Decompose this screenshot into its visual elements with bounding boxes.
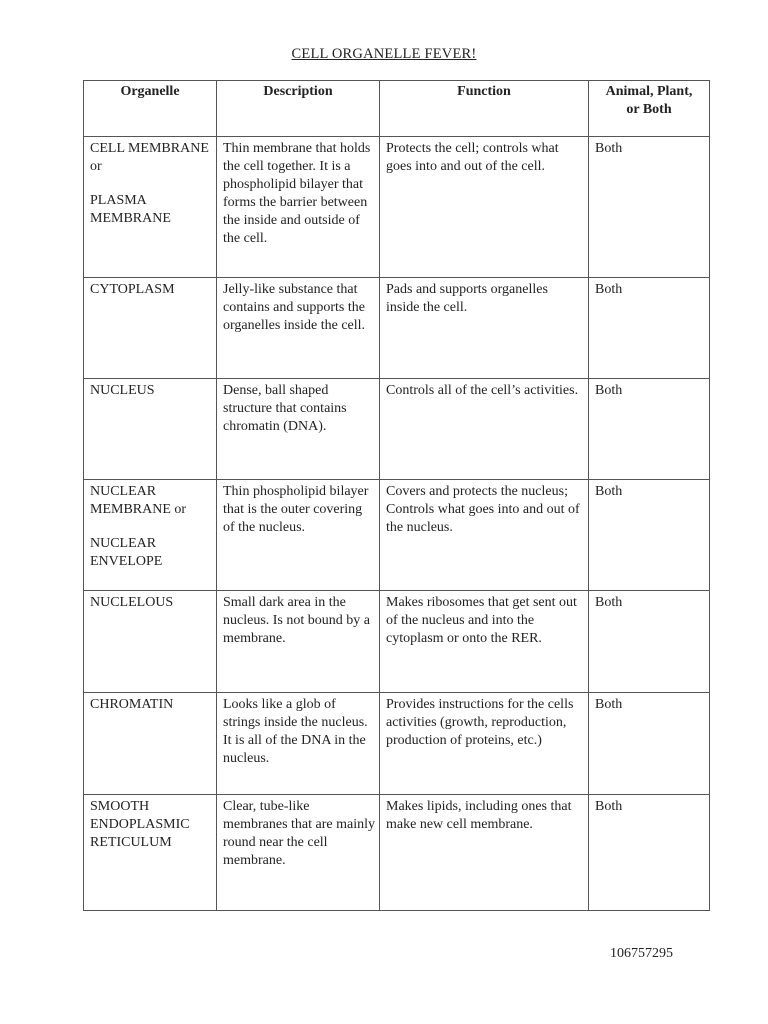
organelle-cell <box>84 278 217 379</box>
description-cell: Thin membrane that holds the cell together. It is a phospholipid bilayer that forms the barrier between the inside and outside of the cell. <box>217 137 380 278</box>
type-cell: Both <box>589 137 710 278</box>
organelle-cell <box>84 693 217 795</box>
type-cell: Both <box>589 278 710 379</box>
header-function: Function <box>380 81 589 137</box>
function-cell: Covers and protects the nucleus; Controls what goes into and out of the nucleus. <box>380 480 589 591</box>
table-row <box>84 795 710 911</box>
function-cell: Pads and supports organelles inside the cell. <box>380 278 589 379</box>
function-cell: Makes ribosomes that get sent out of the nucleus and into the cytoplasm or onto the RER. <box>380 591 589 693</box>
header-description: Description <box>217 81 380 137</box>
document-title: CELL ORGANELLE FEVER! <box>291 46 477 62</box>
table-row <box>84 379 710 480</box>
function-cell: Controls all of the cell’s activities. <box>380 379 589 480</box>
description-cell: Thin phospholipid bilayer that is the outer covering of the nucleus. <box>217 480 380 591</box>
function-cell: Provides instructions for the cells activities (growth, reproduction, production of proteins, etc.) <box>380 693 589 795</box>
organelle-cell <box>84 795 217 911</box>
organelle-name: CHROMATIN <box>90 697 174 712</box>
description-cell: Small dark area in the nucleus. Is not bound by a membrane. <box>217 591 380 693</box>
type-cell: Both <box>589 480 710 591</box>
organelle-cell <box>84 137 217 278</box>
type-cell: Both <box>589 591 710 693</box>
organelle-name: SMOOTH ENDOPLASMIC RETICULUM <box>90 799 190 850</box>
description-cell: Jelly-like substance that contains and supports the organelles inside the cell. <box>217 278 380 379</box>
organelle-cell <box>84 379 217 480</box>
function-cell: Protects the cell; controls what goes into and out of the cell. <box>380 137 589 278</box>
function-cell: Makes lipids, including ones that make new cell membrane. <box>380 795 589 911</box>
description-cell: Clear, tube-like membranes that are mainly round near the cell membrane. <box>217 795 380 911</box>
organelle-alt-name: PLASMA MEMBRANE <box>90 193 171 226</box>
description-cell: Dense, ball shaped structure that contains chromatin (DNA). <box>217 379 380 480</box>
organelle-name: CYTOPLASM <box>90 282 175 297</box>
type-cell: Both <box>589 693 710 795</box>
header-organelle: Organelle <box>84 81 217 137</box>
organelle-name: CELL MEMBRANE or <box>90 141 209 174</box>
header-type-line2: or Both <box>626 102 672 117</box>
header-type <box>589 81 710 137</box>
type-cell: Both <box>589 379 710 480</box>
table-row <box>84 137 710 278</box>
organelle-cell <box>84 480 217 591</box>
description-cell: Looks like a glob of strings inside the nucleus. It is all of the DNA in the nucleus. <box>217 693 380 795</box>
organelle-name: NUCLEAR MEMBRANE or <box>90 484 187 517</box>
header-type-line1: Animal, Plant, <box>605 84 693 99</box>
document-number: 106757295 <box>610 946 673 961</box>
table-row <box>84 278 710 379</box>
organelle-table <box>83 80 710 911</box>
table-header-row <box>84 81 710 137</box>
organelle-name: NUCLELOUS <box>90 595 174 610</box>
type-cell: Both <box>589 795 710 911</box>
table-row <box>84 693 710 795</box>
organelle-alt-name: NUCLEAR ENVELOPE <box>90 536 163 569</box>
table-row <box>84 480 710 591</box>
table-row <box>84 591 710 693</box>
organelle-cell <box>84 591 217 693</box>
organelle-name: NUCLEUS <box>90 383 155 398</box>
